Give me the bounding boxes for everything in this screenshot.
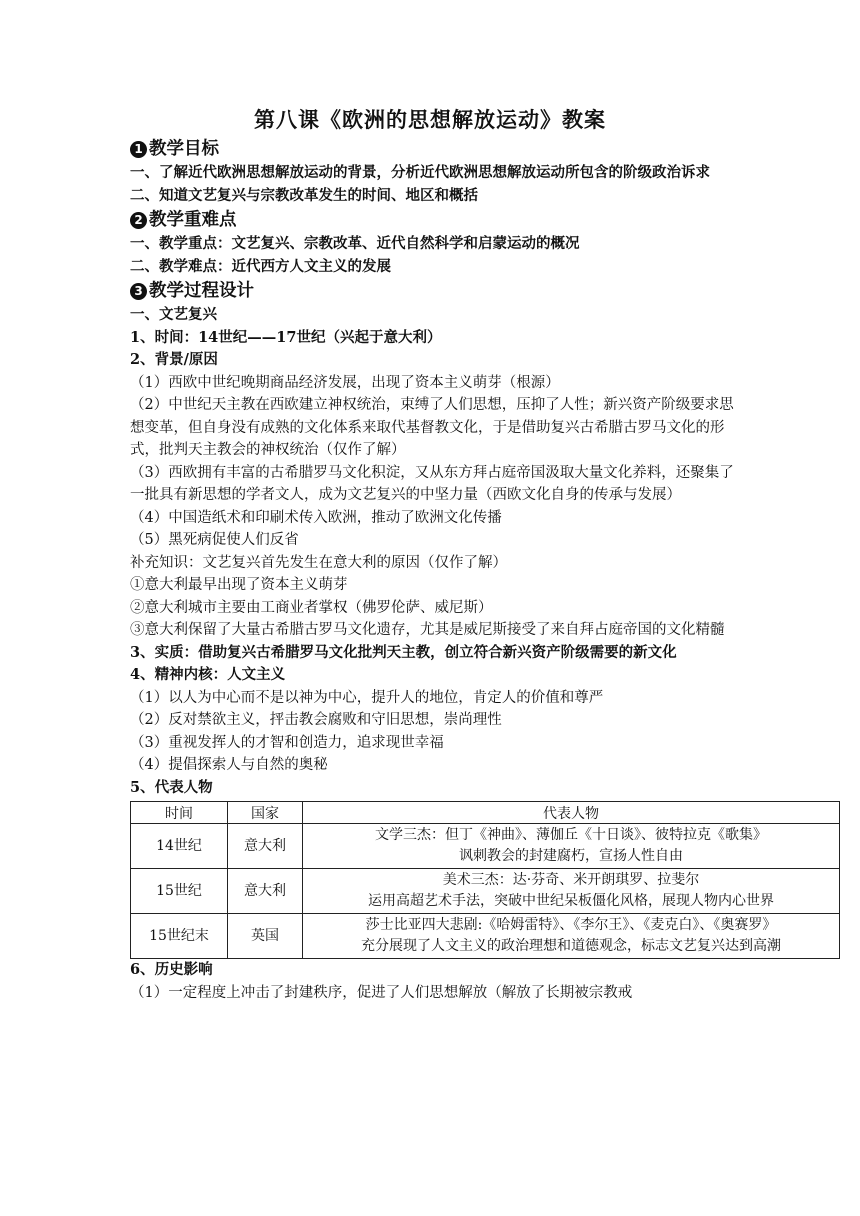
core-heading: 4、精神内核：人文主义 (130, 666, 286, 683)
background-heading: 2、背景/原因 (130, 351, 218, 368)
cell-time: 15世纪 (131, 869, 228, 914)
cell-country: 意大利 (228, 869, 303, 914)
background-item: （5）黑死病促使人们反省 (130, 532, 299, 548)
cell-figures: 莎士比亚四大悲剧:《哈姆雷特》、《李尔王》、《麦克白》、《奥赛罗》 充分展现了人文主义的政治理想和道德观念，标志文艺复兴达到高潮 (303, 914, 840, 959)
core-item: （3）重视发挥人的才智和创造力，追求现世幸福 (130, 734, 444, 751)
background-item: （2）中世纪天主教在西欧建立神权统治，束缚了人们思想，压抑了人性；新兴资产阶级要求思想变革，但自身没有成熟的文化体系来取代基督教文化，于是借助复兴古希腊古罗马文化的形式，批判天主教会的神权统治（仅作了解） (130, 397, 734, 458)
cell-country: 意大利 (228, 824, 303, 869)
background-item: （3）西欧拥有丰富的古希腊罗马文化积淀，又从东方拜占庭帝国汲取大量文化养料，还聚集了一批具有新思想的学者文人，成为文艺复兴的中坚力量（西欧文化自身的传承与发展） (130, 464, 734, 503)
objective-item: 二、知道文艺复兴与宗教改革发生的时间、地区和概括 (130, 186, 478, 204)
influence-item: （1）一定程度上冲击了封建秩序，促进了人们思想解放（解放了长期被宗教戒 (130, 984, 633, 1001)
core-item: （1）以人为中心而不是以神为中心，提升人的地位，肯定人的价值和尊严 (130, 689, 604, 706)
keypoint-item: 一、教学重点：文艺复兴、宗教改革、近代自然科学和启蒙运动的概况 (130, 235, 580, 252)
document-body (130, 136, 781, 1004)
part-heading: 一、文艺复兴 (130, 306, 217, 323)
keypoint-item: 二、教学难点：近代西方人文主义的发展 (130, 257, 391, 275)
influence-heading: 6、历史影响 (130, 961, 213, 978)
essence-line: 3、实质：借助复兴古希腊罗马文化批判天主教，创立符合新兴资产阶级需要的新文化 (130, 643, 677, 661)
cell-figures: 文学三杰：但丁《神曲》、薄伽丘《十日谈》、彼特拉克《歌集》 讽刺教会的封建腐朽，宣扬人性自由 (303, 824, 840, 869)
background-item: （1）西欧中世纪晚期商品经济发展，出现了资本主义萌芽（根源） (130, 374, 560, 391)
cell-figures: 美术三杰：达·芬奇、米开朗琪罗、拉斐尔 运用高超艺术手法，突破中世纪呆板僵化风格，展现人物内心世界 (303, 869, 840, 914)
cell-time: 15世纪末 (131, 914, 228, 959)
figures-heading: 5、代表人物 (130, 778, 213, 796)
section-heading-objectives: 1 教学目标 (130, 136, 742, 162)
cell-time: 14世纪 (131, 824, 228, 869)
table-row (131, 869, 840, 914)
number-three-icon: 3 (130, 283, 147, 300)
supplement-heading: 补充知识：文艺复兴首先发生在意大利的原因（仅作了解） (130, 554, 507, 571)
core-item: （2）反对禁欲主义，抨击教会腐败和守旧思想，崇尚理性 (130, 712, 502, 728)
background-item: （4）中国造纸术和印刷术传入欧洲，推动了欧洲文化传播 (130, 509, 502, 526)
table-row (131, 914, 840, 959)
section-heading-keypoints: 2 教学重难点 (130, 207, 742, 233)
supplement-item: ③意大利保留了大量古希腊古罗马文化遗存，尤其是威尼斯接受了来自拜占庭帝国的文化精髓 (130, 622, 725, 638)
figures-table (130, 801, 840, 959)
supplement-item: ①意大利最早出现了资本主义萌芽 (130, 577, 348, 593)
column-header-time: 时间 (131, 802, 228, 824)
column-header-figures: 代表人物 (303, 802, 840, 824)
number-one-icon: 1 (130, 141, 147, 158)
table-header-row (131, 802, 840, 824)
objective-item: 一、了解近代欧洲思想解放运动的背景，分析近代欧洲思想解放运动所包含的阶级政治诉求 (130, 164, 710, 181)
cell-country: 英国 (228, 914, 303, 959)
supplement-item: ②意大利城市主要由工商业者掌权（佛罗伦萨、威尼斯） (130, 599, 493, 616)
table-row (131, 824, 840, 869)
number-two-icon: 2 (130, 212, 147, 229)
document-title: 第八课《欧洲的思想解放运动》教案 (254, 107, 606, 132)
section-heading-process: 3 教学过程设计 (130, 278, 742, 304)
column-header-country: 国家 (228, 802, 303, 824)
time-line: 1、时间：14世纪——17世纪（兴起于意大利） (130, 328, 442, 346)
core-item: （4）提倡探索人与自然的奥秘 (130, 757, 328, 773)
